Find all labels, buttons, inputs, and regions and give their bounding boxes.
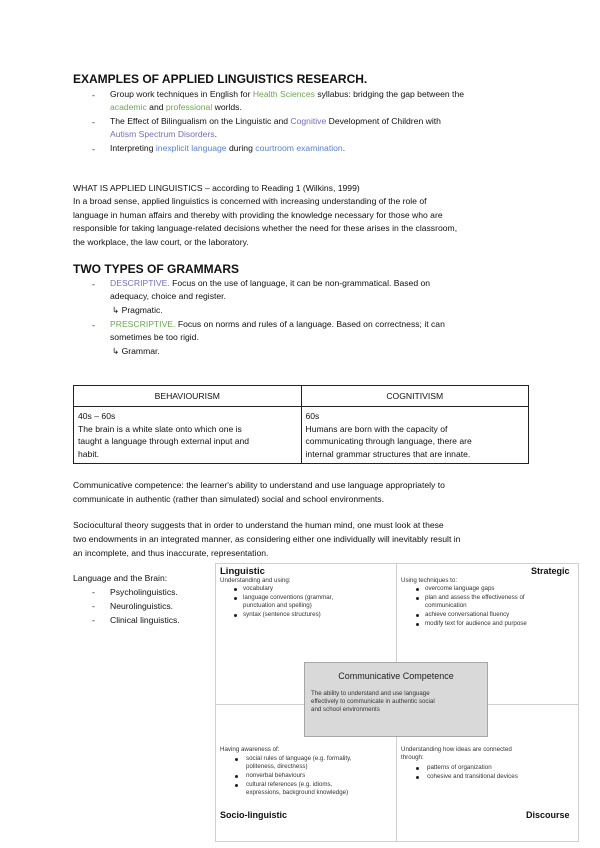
bullet-dash: - bbox=[92, 320, 95, 330]
linguistic-item: language conventions (grammar, bbox=[243, 594, 334, 601]
example-item-2: The Effect of Bilingualism on the Linguistic and Cognitive Development of Children with Autism Spectrum Disorders. bbox=[110, 116, 441, 140]
socio-item: social rules of language (e.g. formality, bbox=[246, 755, 352, 762]
bullet-dash: - bbox=[92, 601, 95, 611]
bullet-dot bbox=[416, 597, 419, 600]
discourse-title: Discourse bbox=[526, 810, 570, 820]
socio-item: cultural references (e.g. idioms, bbox=[246, 781, 333, 788]
strategic-item: achieve conversational fluency bbox=[425, 611, 510, 618]
strategic-intro: Using techniques to: bbox=[401, 577, 458, 584]
descriptive-item: DESCRIPTIVE. Focus on the use of language, it can be non-grammatical. Based on adequacy, choice and register. ↳ Pragmatic. bbox=[110, 278, 431, 315]
bullet-dash: - bbox=[92, 144, 95, 154]
socio-item: nonverbal behaviours bbox=[246, 772, 306, 779]
socio-intro: Having awareness of: bbox=[220, 746, 280, 753]
prescriptive-label: PRESCRIPTIVE. bbox=[110, 319, 176, 329]
socio-item: expressions, background knowledge) bbox=[246, 789, 349, 796]
grammars-title: TWO TYPES OF GRAMMARS bbox=[73, 262, 239, 276]
bullet-dash: - bbox=[92, 615, 95, 625]
sociocultural-paragraph: Sociocultural theory suggests that in order to understand the human mind, one must look at these two endowments in an integrated manner, as considering either one individually will inevitably result in an incomplete, and thus inaccurate, representation. bbox=[73, 520, 461, 558]
discourse-intro: through: bbox=[401, 754, 424, 761]
center-line: The ability to understand and use language bbox=[311, 690, 430, 697]
bullet-dot bbox=[416, 767, 419, 770]
center-line: effectively to communicate in authentic social bbox=[311, 698, 435, 705]
linguistic-item: vocabulary bbox=[243, 585, 273, 592]
bullet-dash: - bbox=[92, 587, 95, 597]
center-line: and school environments bbox=[311, 706, 380, 713]
brain-title: Language and the Brain: bbox=[73, 573, 168, 583]
linguistic-intro: Understanding and using: bbox=[220, 577, 291, 584]
table-header-cognitivism: COGNITIVISM bbox=[301, 386, 529, 407]
table-cell-behaviourism: 40s – 60s The brain is a white slate onto which one is taught a language through external input and habit. bbox=[74, 407, 302, 464]
discourse-item: cohesive and transitional devices bbox=[427, 773, 518, 780]
definition-body: In a broad sense, applied linguistics is concerned with increasing understanding of the role of language in human affairs and thereby with providing the knowledge necessary for those who are responsible for taking language-related decisions whether the need for these arises in the classroom, the workplace, the law court, or the laboratory. bbox=[73, 196, 458, 247]
strategic-item: modify text for audience and purpose bbox=[425, 620, 527, 627]
socio-title: Socio-linguistic bbox=[220, 810, 288, 820]
bullet-dash: - bbox=[92, 117, 95, 127]
brain-item: Clinical linguistics. bbox=[110, 615, 180, 625]
bullet-dot bbox=[416, 623, 419, 626]
bullet-dot bbox=[416, 614, 419, 617]
bullet-dot bbox=[235, 775, 238, 778]
table-header-behaviourism: BEHAVIOURISM bbox=[74, 386, 302, 407]
bullet-dot bbox=[235, 784, 238, 787]
discourse-intro: Understanding how ideas are connected bbox=[401, 746, 512, 753]
strategic-item: communication bbox=[425, 602, 467, 609]
bullet-dash: - bbox=[92, 90, 95, 100]
bullet-dash: - bbox=[92, 279, 95, 289]
example-item-1: Group work techniques in English for Health Sciences syllabus: bridging the gap between the academic and professional worlds. bbox=[110, 89, 464, 113]
bullet-dot bbox=[234, 597, 237, 600]
table-cell-cognitivism: 60s Humans are born with the capacity of communicating through language, there are internal grammar structures that are innate. bbox=[301, 407, 529, 464]
bullet-dot bbox=[234, 588, 237, 591]
center-title: Communicative Competence bbox=[338, 671, 454, 681]
linguistic-item: syntax (sentence structures) bbox=[243, 611, 321, 618]
descriptive-label: DESCRIPTIVE. bbox=[110, 278, 170, 288]
strategic-item: plan and assess the effectiveness of bbox=[425, 594, 525, 601]
example-item-3: Interpreting inexplicit language during courtroom examination. bbox=[110, 143, 346, 153]
strategic-title: Strategic bbox=[531, 566, 570, 576]
brain-item: Neurolinguistics. bbox=[110, 601, 174, 611]
socio-item: politeness, directness) bbox=[246, 763, 308, 770]
strategic-item: overcome language gaps bbox=[425, 585, 495, 592]
prescriptive-item: PRESCRIPTIVE. Focus on norms and rules of a language. Based on correctness; it can sometimes be too rigid. ↳ Grammar. bbox=[110, 319, 445, 356]
bullet-dot bbox=[234, 614, 237, 617]
linguistic-item: punctuation and spelling) bbox=[243, 602, 312, 609]
competence-paragraph: Communicative competence: the learner's ability to understand and use language appropriately to communicate in authentic (rather than simulated) social and school environments. bbox=[73, 480, 445, 504]
definition-heading: WHAT IS APPLIED LINGUISTICS – according to Reading 1 (Wilkins, 1999) bbox=[73, 183, 360, 193]
bullet-dot bbox=[416, 776, 419, 779]
bullet-dot bbox=[416, 588, 419, 591]
linguistic-title: Linguistic bbox=[220, 566, 265, 577]
brain-item: Psycholinguistics. bbox=[110, 587, 178, 597]
examples-title: EXAMPLES OF APPLIED LINGUISTICS RESEARCH. bbox=[73, 72, 368, 86]
discourse-item: patterns of organization bbox=[427, 764, 492, 771]
comparison-table bbox=[73, 385, 529, 464]
bullet-dot bbox=[235, 758, 238, 761]
